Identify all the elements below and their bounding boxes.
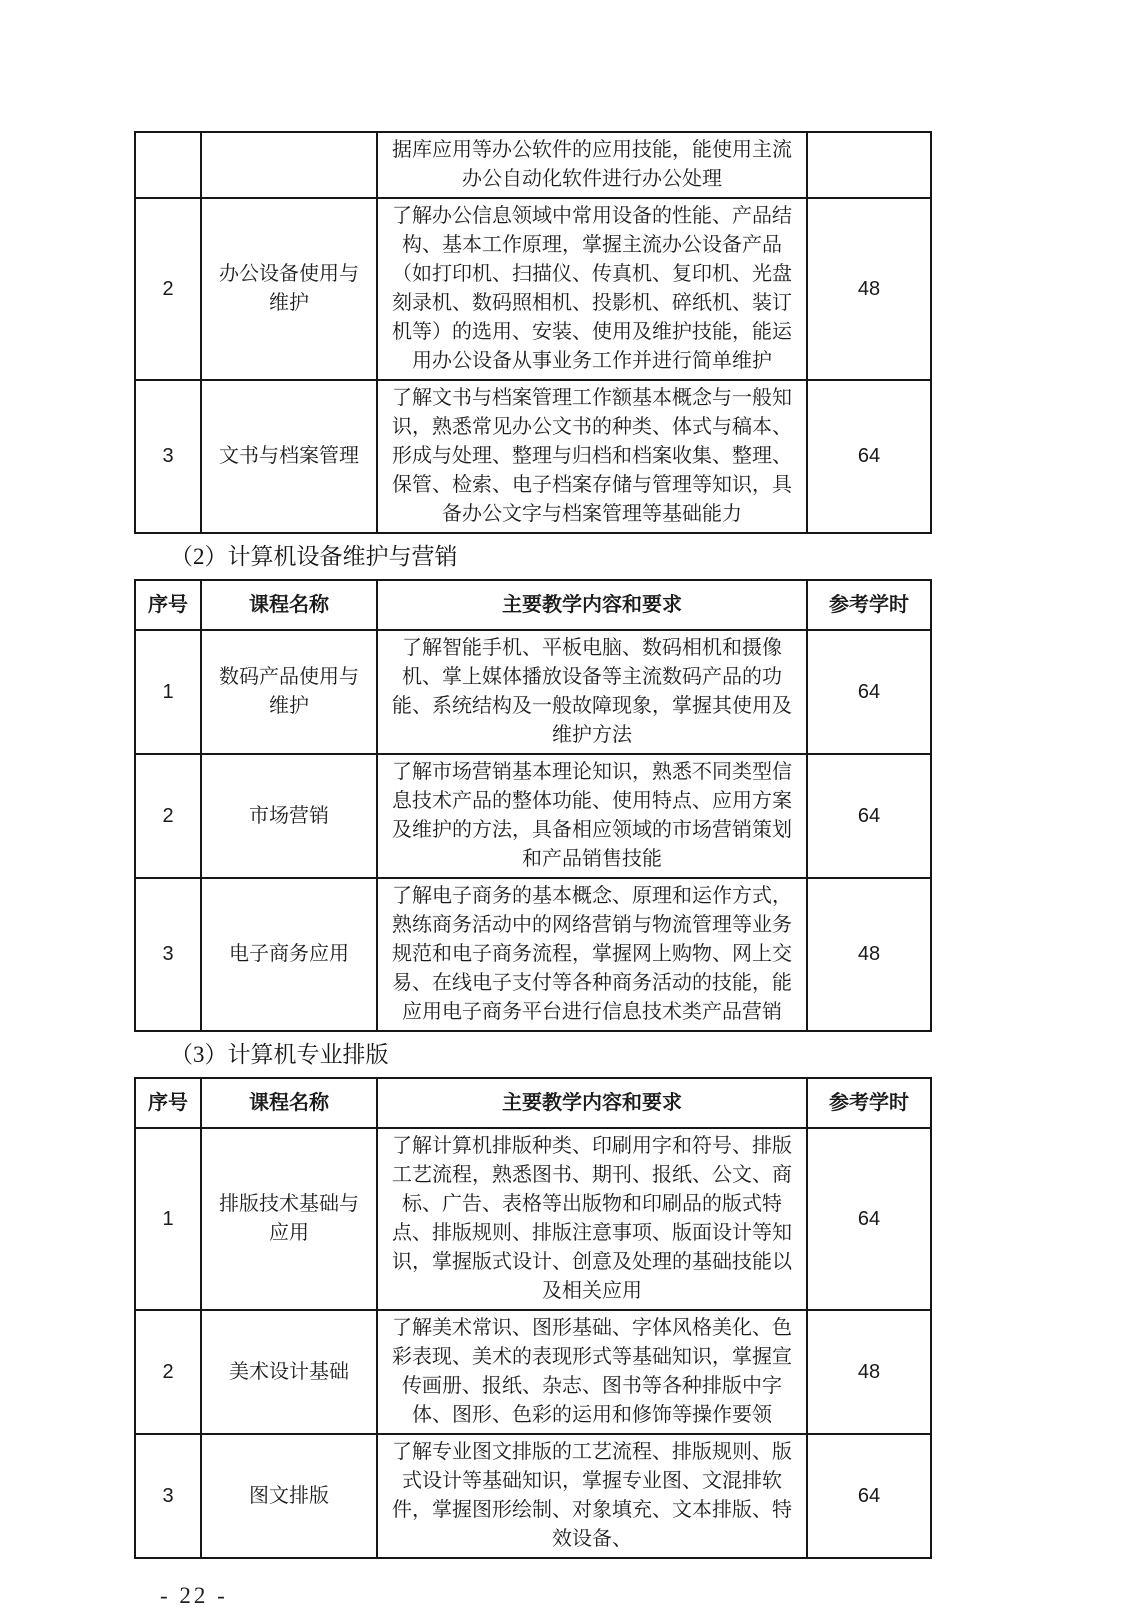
course-hours-cell: 48	[807, 878, 931, 1031]
course-hours-cell: 64	[807, 754, 931, 878]
column-header-hours: 参考学时	[807, 580, 931, 630]
course-hours-cell: 48	[807, 1310, 931, 1434]
course-name-cell: 图文排版	[201, 1434, 377, 1558]
row-number-cell: 3	[135, 1434, 201, 1558]
row-number-cell	[135, 132, 201, 198]
course-content-cell: 了解电子商务的基本概念、原理和运作方式，熟练商务活动中的网络营销与物流管理等业务规范和电子商务流程，掌握网上购物、网上交易、在线电子支付等各种商务活动的技能，能应用电子商务平台进行信息技术类产品营销	[377, 878, 807, 1031]
table-row	[135, 1310, 931, 1434]
column-header-num: 序号	[135, 580, 201, 630]
table-row	[135, 878, 931, 1031]
table-row	[135, 630, 931, 754]
course-content-cell: 了解专业图文排版的工艺流程、排版规则、版式设计等基础知识，掌握专业图、文混排软件，掌握图形绘制、对象填充、文本排版、特效设备、	[377, 1434, 807, 1558]
course-name-cell: 排版技术基础与应用	[201, 1128, 377, 1310]
column-header-num: 序号	[135, 1078, 201, 1128]
section-heading-2: （2）计算机设备维护与营销	[170, 544, 458, 569]
course-name-cell: 数码产品使用与维护	[201, 630, 377, 754]
section-heading-3: （3）计算机专业排版	[170, 1042, 389, 1067]
course-table-device-maintenance-marketing	[134, 579, 932, 1032]
row-number-cell: 2	[135, 198, 201, 380]
column-header-name: 课程名称	[201, 1078, 377, 1128]
course-hours-cell: 64	[807, 380, 931, 533]
course-hours-cell	[807, 132, 931, 198]
row-number-cell: 2	[135, 754, 201, 878]
table-row	[135, 1128, 931, 1310]
course-content-cell: 了解市场营销基本理论知识，熟悉不同类型信息技术产品的整体功能、使用特点、应用方案及维护的方法，具备相应领域的市场营销策划和产品销售技能	[377, 754, 807, 878]
course-name-cell: 文书与档案管理	[201, 380, 377, 533]
row-number-cell: 3	[135, 878, 201, 1031]
page-number: - 22 -	[160, 1583, 228, 1608]
course-hours-cell: 64	[807, 1128, 931, 1310]
course-content-cell: 了解智能手机、平板电脑、数码相机和摄像机、掌上媒体播放设备等主流数码产品的功能、系统结构及一般故障现象，掌握其使用及维护方法	[377, 630, 807, 754]
course-content-cell: 了解办公信息领域中常用设备的性能、产品结构、基本工作原理，掌握主流办公设备产品（如打印机、扫描仪、传真机、复印机、光盘刻录机、数码照相机、投影机、碎纸机、装订机等）的选用、安装、使用及维护技能，能运用办公设备从事业务工作并进行简单维护	[377, 198, 807, 380]
row-number-cell: 1	[135, 630, 201, 754]
course-content-cell: 了解美术常识、图形基础、字体风格美化、色彩表现、美术的表现形式等基础知识，掌握宣传画册、报纸、杂志、图书等各种排版中字体、图形、色彩的运用和修饰等操作要领	[377, 1310, 807, 1434]
course-name-cell	[201, 132, 377, 198]
course-hours-cell: 48	[807, 198, 931, 380]
table-row	[135, 132, 931, 198]
course-content-cell: 了解计算机排版种类、印刷用字和符号、排版工艺流程，熟悉图书、期刊、报纸、公文、商标、广告、表格等出版物和印刷品的版式特点、排版规则、排版注意事项、版面设计等知识，掌握版式设计、创意及处理的基础技能以及相关应用	[377, 1128, 807, 1310]
table-header-row	[135, 580, 931, 630]
course-hours-cell: 64	[807, 630, 931, 754]
course-table-professional-typesetting	[134, 1077, 932, 1559]
course-name-cell: 市场营销	[201, 754, 377, 878]
table-row	[135, 198, 931, 380]
row-number-cell: 2	[135, 1310, 201, 1434]
column-header-hours: 参考学时	[807, 1078, 931, 1128]
course-content-cell: 了解文书与档案管理工作额基本概念与一般知识，熟悉常见办公文书的种类、体式与稿本、形成与处理、整理与归档和档案收集、整理、保管、检索、电子档案存储与管理等知识，具备办公文字与档案管理等基础能力	[377, 380, 807, 533]
table-row	[135, 754, 931, 878]
column-header-name: 课程名称	[201, 580, 377, 630]
course-content-cell: 据库应用等办公软件的应用技能，能使用主流办公自动化软件进行办公处理	[377, 132, 807, 198]
course-name-cell: 电子商务应用	[201, 878, 377, 1031]
row-number-cell: 1	[135, 1128, 201, 1310]
column-header-content: 主要教学内容和要求	[377, 580, 807, 630]
course-hours-cell: 64	[807, 1434, 931, 1558]
table-header-row	[135, 1078, 931, 1128]
column-header-content: 主要教学内容和要求	[377, 1078, 807, 1128]
table-row	[135, 1434, 931, 1558]
course-table-office-skills	[134, 131, 932, 534]
row-number-cell: 3	[135, 380, 201, 533]
table-row	[135, 380, 931, 533]
document-page	[134, 131, 934, 1609]
course-name-cell: 办公设备使用与维护	[201, 198, 377, 380]
course-name-cell: 美术设计基础	[201, 1310, 377, 1434]
